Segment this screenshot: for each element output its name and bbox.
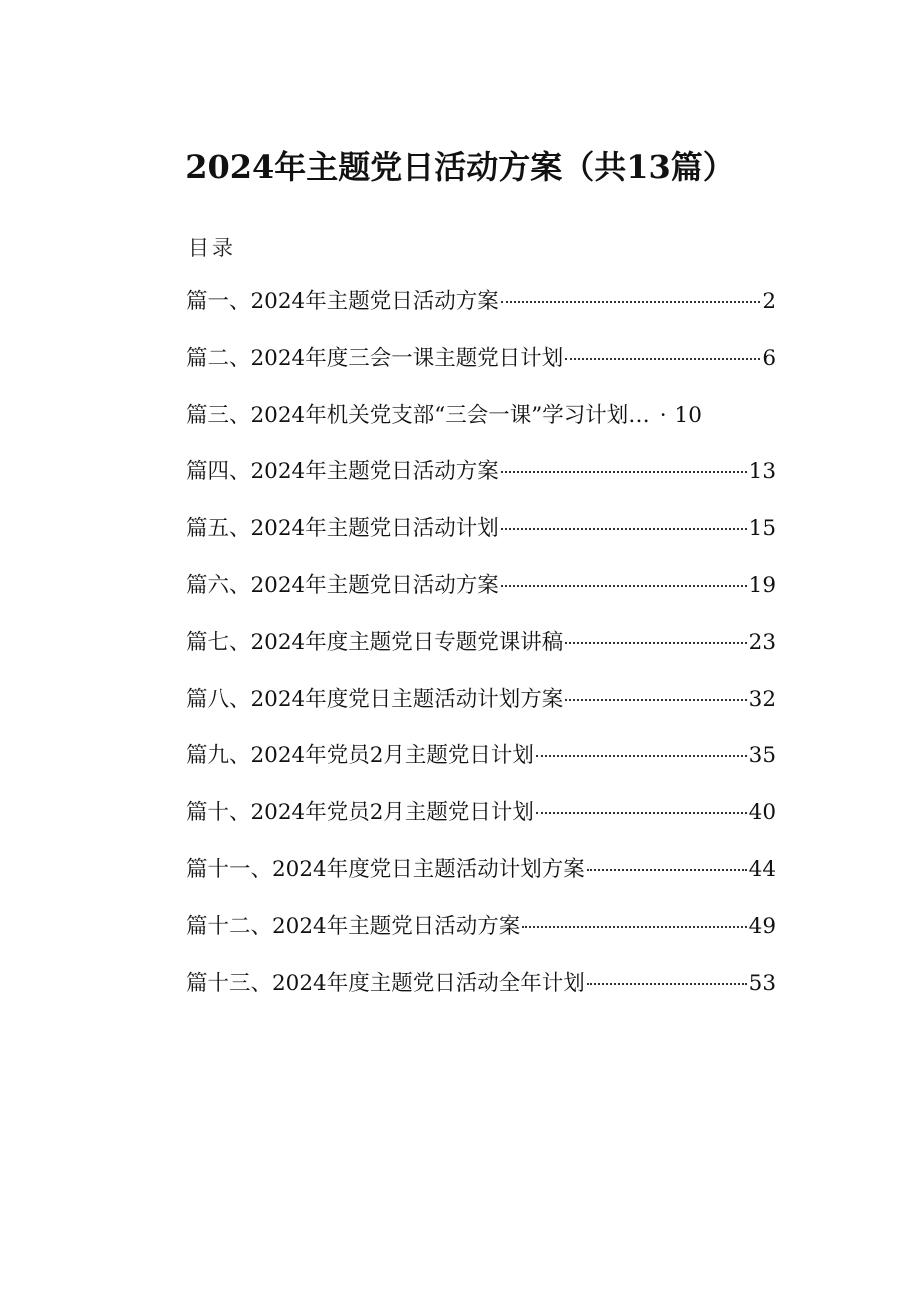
- toc-dot-leader: [501, 301, 761, 303]
- toc-entry-title[interactable]: 篇十一、2024年度党日主题活动计划方案: [186, 856, 585, 882]
- toc-page-number[interactable]: 10: [674, 402, 702, 428]
- toc-entry-title[interactable]: 篇十三、2024年度主题党日活动全年计划: [186, 970, 585, 996]
- toc-dot-leader: [522, 926, 746, 928]
- toc-entry[interactable]: [186, 569, 776, 626]
- toc-separator-dot: ·: [659, 402, 667, 428]
- toc-page-number[interactable]: 15: [748, 516, 776, 542]
- toc-entry-title[interactable]: 篇九、2024年党员2月主题党日计划: [186, 743, 534, 769]
- toc-dot-leader: [565, 358, 760, 360]
- toc-entry[interactable]: [186, 455, 776, 512]
- toc-page-number[interactable]: 23: [748, 629, 776, 655]
- toc-entry-title[interactable]: 篇四、2024年主题党日活动方案: [186, 459, 499, 485]
- toc-entry[interactable]: [186, 967, 776, 1024]
- document-title: 2024年主题党日活动方案（共13篇）: [185, 148, 735, 186]
- toc-entry-title[interactable]: 篇十二、2024年主题党日活动方案: [186, 913, 521, 939]
- toc-dot-leader: [501, 528, 747, 530]
- toc-page-number[interactable]: 13: [748, 459, 776, 485]
- toc-page-number[interactable]: 44: [748, 856, 776, 882]
- toc-page-number[interactable]: 35: [748, 743, 776, 769]
- toc-entry-title[interactable]: 篇三、2024年机关党支部“三会一课”学习计划…: [186, 402, 650, 428]
- toc-entry-title[interactable]: 篇一、2024年主题党日活动方案: [186, 289, 499, 314]
- toc-dot-leader: [587, 869, 747, 871]
- toc-entry[interactable]: [186, 683, 776, 740]
- toc-entry-title[interactable]: 篇六、2024年主题党日活动方案: [186, 572, 499, 598]
- toc-entry[interactable]: [186, 512, 776, 569]
- toc-entry-title[interactable]: 篇二、2024年度三会一课主题党日计划: [186, 345, 564, 371]
- toc-entry[interactable]: [186, 910, 776, 967]
- toc-entry[interactable]: [186, 796, 776, 853]
- toc-heading: 目录: [188, 236, 236, 260]
- toc-entry[interactable]: [186, 399, 776, 456]
- toc-dot-leader: [536, 755, 747, 757]
- toc-entry-title[interactable]: 篇七、2024年度主题党日专题党课讲稿: [186, 629, 564, 655]
- toc-page-number[interactable]: 6: [762, 345, 776, 371]
- toc-entry[interactable]: [186, 342, 776, 399]
- toc-entry[interactable]: [186, 285, 776, 342]
- toc-entry[interactable]: [186, 853, 776, 910]
- toc-dot-leader: [536, 812, 747, 814]
- toc-page-number[interactable]: 32: [748, 686, 776, 712]
- toc-entry-title[interactable]: 篇八、2024年度党日主题活动计划方案: [186, 686, 564, 712]
- toc-entry[interactable]: [186, 739, 776, 796]
- toc-dot-leader: [565, 642, 746, 644]
- toc-page-number[interactable]: 49: [748, 913, 776, 939]
- table-of-contents: [186, 285, 776, 1023]
- toc-dot-leader: [501, 471, 747, 473]
- toc-dot-leader: [565, 699, 746, 701]
- toc-page-number[interactable]: 19: [748, 572, 776, 598]
- toc-dot-leader: [501, 585, 747, 587]
- toc-page-number[interactable]: 2: [762, 289, 776, 314]
- toc-dot-leader: [587, 983, 747, 985]
- toc-page-number[interactable]: 53: [748, 970, 776, 996]
- toc-page-number[interactable]: 40: [748, 800, 776, 826]
- toc-entry-title[interactable]: 篇十、2024年党员2月主题党日计划: [186, 800, 534, 826]
- toc-entry[interactable]: [186, 626, 776, 683]
- toc-entry-title[interactable]: 篇五、2024年主题党日活动计划: [186, 516, 499, 542]
